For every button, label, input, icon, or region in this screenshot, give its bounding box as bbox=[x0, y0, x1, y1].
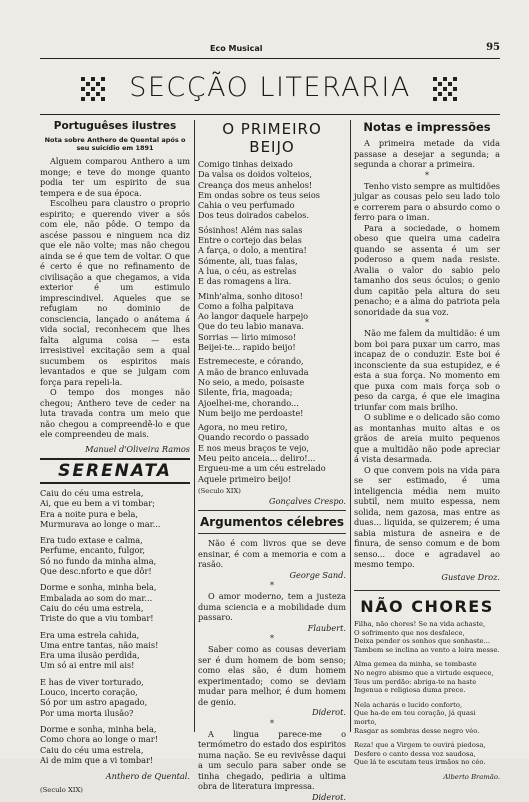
header-rule bbox=[40, 58, 500, 59]
article-signature: Manuel d'Oliveira Ramos bbox=[40, 444, 190, 455]
verse-line: Entre o cortejo das belas bbox=[198, 235, 346, 245]
separator-star: * bbox=[198, 633, 346, 644]
page-content bbox=[40, 30, 510, 742]
verse-line: Aquele primeiro beijo! bbox=[198, 474, 346, 484]
verse-line: No seio, a medo, poisaste bbox=[198, 377, 346, 387]
poem-title: SERENATA bbox=[40, 458, 190, 484]
column-1 bbox=[40, 120, 190, 794]
poem-title: NÃO CHORES bbox=[354, 597, 500, 616]
paragraph: Não me falem da multidão: é um bom boi para puxar um carro, mas incapaz de o conduzir. Este boi é inconsciente da sua estupidez, e é esta a sua força. No momento em que puxa com mais força sob o peso da carga, é que ele imagina triunfar com mais brilho. bbox=[354, 328, 500, 412]
left-ornament-icon bbox=[80, 76, 106, 102]
verse-line: Era uma estrela cahida, bbox=[40, 630, 190, 640]
verse-line: Como chora ao longe o mar! bbox=[40, 734, 190, 744]
paragraph: Escolheu para claustro o proprio espirito; e querendo viver a sós com ele, não pôde. O tempo da ascése passou e ninguem nca diz que ele não volte; mas não chegou ainda se é que tem de voltar. O que é certo é que no refinamento de civilisação a que chegamos, a vida exterior é um estimulo imprescindivel. Aqueles que se refugiam no dominio de consciencia, lançado o anátema á vida social, reconhecem que lhes falta alguma coisa — esta irresistivel excitação sem a qual sucumbem os espiritos mais levantados e que se julgam com força para repeli-la. bbox=[40, 198, 190, 387]
verse-line: Caiu do céu uma estrela, bbox=[40, 488, 190, 498]
verse-line: Murmurava ao longe o mar... bbox=[40, 519, 190, 529]
verse-line: Reza! que a Virgem te ouvirá piedosa, bbox=[354, 741, 500, 750]
verse-line: Que lá te escutam teus irmãos no céo. bbox=[354, 758, 500, 767]
verse-line: Sósinhos! Além nas salas bbox=[198, 225, 346, 235]
poem-author: Gonçalves Crespo. bbox=[198, 496, 346, 507]
verse-line: Dos teus doirados cabelos. bbox=[198, 210, 346, 220]
verse-line: Meu peito anceia... deliro!... bbox=[198, 453, 346, 463]
verse-line: Teus um perdão: abriga-te na haste bbox=[354, 678, 500, 687]
verse-line: Filha, não chores! Se na vida achaste, bbox=[354, 620, 500, 629]
paragraph: O tempo dos monges não chegou; Anthero teve de ceder na luta travada contra um meio que não chegou a compreendê-lo e que ele compreendeu de mais. bbox=[40, 387, 190, 440]
verse-line: Rasgar as sombras desse negro véo. bbox=[354, 727, 500, 736]
poem bbox=[40, 488, 190, 765]
paragraph: Tenho visto sempre as multidões julgar as cousas pelo seu lado tolo e correrem para o absurdo como o ferro para o iman. bbox=[354, 181, 500, 223]
argument-author: Diderot. bbox=[198, 792, 346, 802]
verse-line: Ingenua e religiosa duma prece. bbox=[354, 686, 500, 695]
verse-line: Que ha-de em teu coração, já quasi morto, bbox=[354, 709, 500, 726]
verse-line: Da valsa os doidos volteios, bbox=[198, 169, 346, 179]
verse-line: E has de viver torturado, bbox=[40, 677, 190, 687]
section-rule bbox=[354, 590, 500, 591]
argument-author: Flaubert. bbox=[198, 623, 346, 634]
section-banner bbox=[40, 70, 500, 112]
paragraph: A primeira metade da vida passase a desejar a segunda; a segunda a chorar a primeira. bbox=[354, 138, 500, 170]
publication-name: Eco Musical bbox=[210, 44, 263, 53]
poem bbox=[354, 620, 500, 767]
verse-line: E das romagens a lira. bbox=[198, 276, 346, 286]
verse-line: E nos meus braços te vejo, bbox=[198, 443, 346, 453]
verse-line: A mão de branco enluvada bbox=[198, 367, 346, 377]
source-note: (Seculo XIX) bbox=[40, 786, 190, 795]
verse-line: Louco, incerto coração, bbox=[40, 687, 190, 697]
verse-line: Embalada ao som do mar... bbox=[40, 593, 190, 603]
argument-text: Saber como as cousas deveriam ser é dum homem de bom senso; como elas são, é dum homem experimentado; como se deviam mudar para melhor, é dum homem de genio. bbox=[198, 644, 346, 707]
verse-line: Ai, que eu bem a vi tombar; bbox=[40, 498, 190, 508]
separator-star: * bbox=[354, 317, 500, 328]
verse-line: Era a noite pura e bela, bbox=[40, 509, 190, 519]
verse-line: Ajoelhei-me, chorando... bbox=[198, 398, 346, 408]
verse-line: Dorme e sonha, minha bela, bbox=[40, 724, 190, 734]
verse-line: Creança dos meus anhelos! bbox=[198, 180, 346, 190]
poem-title: O PRIMEIRO BEIJO bbox=[198, 120, 346, 156]
verse-line: Triste do que a viu tombar! bbox=[40, 613, 190, 623]
paragraph: Para a sociedade, o homem obeso que queira uma cadeira quando se assenta é um ser poderoso a quem nada resiste. Avalia o valor do sabio pelo tamanho dos seus óculos; o genio dum capitão pela altura do seu penacho; e a alma do patriota pela sonoridade da sua voz. bbox=[354, 223, 500, 318]
paragraph: O que convem pois na vida para se ser estimado, é uma inteligencia média nem muito subtil, nem muito espessa, nem solida, nem gazosa, mas entre as duas... liquida, se quizerem; é uma sabia mistura de asneira e de finura, de senso comum e de bom senso... doce e agradavel ao mesmo tempo. bbox=[354, 465, 500, 570]
section-rule bbox=[198, 510, 346, 511]
verse-line: Ai de mim que a vi tombar! bbox=[40, 755, 190, 765]
source-note: (Seculo XIX) bbox=[198, 487, 346, 496]
page-number: 95 bbox=[486, 42, 500, 53]
section-rule bbox=[198, 533, 346, 534]
verse-line: Um só ai entre mil ais! bbox=[40, 660, 190, 670]
column-3 bbox=[354, 120, 500, 782]
poem-author: Anthero de Quental. bbox=[40, 771, 190, 782]
verse-line: Ergueu-me a um céu estrelado bbox=[198, 463, 346, 473]
verse-line: No negro abismo que a virtude esquece, bbox=[354, 669, 500, 678]
verse-line: Sómente, ali, tuas falas, bbox=[198, 256, 346, 266]
argument-text: O amor moderno, tem a justeza duma sciencia e a mobilidade dum passaro. bbox=[198, 591, 346, 623]
verse-line: Comigo tinhas deixado bbox=[198, 159, 346, 169]
verse-line: Num beijo me perdoaste! bbox=[198, 408, 346, 418]
verse-line: Só no fundo da minha alma, bbox=[40, 556, 190, 566]
poem bbox=[198, 159, 346, 484]
argument-text: Não é com livros que se deve ensinar, é com a memoria e com a rasão. bbox=[198, 538, 346, 570]
verse-line: Quando recordo o passado bbox=[198, 432, 346, 442]
verse-line: Deixa pender os sonhos que sonhaste... bbox=[354, 637, 500, 646]
paragraph: Alguem comparou Anthero a um monge; e teve do monge quanto podia ter um espirito de sua tempera e de sua época. bbox=[40, 156, 190, 198]
argument-text: A lingua parece-me o termómetro do estado dos espiritos numa nação. Se eu revivêsse daqui a um seculo para saber onde se tinha chegado, pediria a ultima obra de literatura impressa. bbox=[198, 729, 346, 792]
verse-line: Silente, fria, magoada; bbox=[198, 387, 346, 397]
verse-line: A farça, o dolo, a mentira! bbox=[198, 245, 346, 255]
article-signature: Gustave Droz. bbox=[354, 572, 500, 583]
article-heading: Notas e impressões bbox=[354, 120, 500, 134]
separator-star: * bbox=[198, 718, 346, 729]
verse-line: Em ondas sobre os teus seios bbox=[198, 190, 346, 200]
column-2 bbox=[198, 120, 346, 802]
right-ornament-icon bbox=[432, 76, 458, 102]
verse-line: Caiu do céu uma estrela, bbox=[40, 745, 190, 755]
verse-line: Como a folha palpitava bbox=[198, 301, 346, 311]
verse-line: Desfere o canto dessa voz saudosa, bbox=[354, 750, 500, 759]
verse-line: Que desc.nforto e que dôr! bbox=[40, 566, 190, 576]
column-divider bbox=[350, 120, 351, 732]
verse-line: A lua, o céu, as estrelas bbox=[198, 266, 346, 276]
verse-line: Só por um astro apagado, bbox=[40, 697, 190, 707]
column-divider bbox=[194, 120, 195, 732]
verse-line: Perfume, encanto, fulgor, bbox=[40, 545, 190, 555]
verse-line: Ao langor daquele harpejo bbox=[198, 311, 346, 321]
poem-author: Alberto Bramão. bbox=[354, 773, 500, 782]
verse-line: Era uma ilusão perdida, bbox=[40, 650, 190, 660]
verse-line: Que do teu labio manava. bbox=[198, 321, 346, 331]
verse-line: Minh'alma, sonho ditoso! bbox=[198, 291, 346, 301]
separator-star: * bbox=[354, 170, 500, 181]
separator-star: * bbox=[198, 580, 346, 591]
verse-line: Nela acharás o lucido conforto, bbox=[354, 701, 500, 710]
verse-line: Por uma morta ilusão? bbox=[40, 708, 190, 718]
verse-line: Agora, no meu retiro, bbox=[198, 422, 346, 432]
verse-line: Cahia o veu perfumado bbox=[198, 200, 346, 210]
verse-line: Estremeceste, e córando, bbox=[198, 356, 346, 366]
argument-author: George Sand. bbox=[198, 570, 346, 581]
section-title: SECÇÃO LITERARIA bbox=[110, 72, 430, 103]
argument-author: Diderot. bbox=[198, 707, 346, 718]
verse-line: Uma entre tantas, não mais! bbox=[40, 640, 190, 650]
verse-line: O sofrimento que nos desfalece, bbox=[354, 629, 500, 638]
banner-rule bbox=[40, 114, 500, 115]
article-subheading: Nota sobre Anthero de Quental após o seu suicídio em 1891 bbox=[40, 136, 190, 152]
verse-line: Tambem se inclina ao vento a loira messe. bbox=[354, 646, 500, 655]
section-heading: Argumentos célebres bbox=[198, 515, 346, 529]
verse-line: Era tudo extase e calma, bbox=[40, 535, 190, 545]
verse-line: Beijei-te... rapido beijo! bbox=[198, 342, 346, 352]
verse-line: Sorrias — lirio mimoso! bbox=[198, 332, 346, 342]
article-heading: Portuguêses ilustres bbox=[40, 120, 190, 132]
verse-line: Caiu do céu uma estrela, bbox=[40, 603, 190, 613]
verse-line: Dorme e sonha, minha bela, bbox=[40, 582, 190, 592]
running-header bbox=[40, 44, 500, 56]
verse-line: Alma gemea da minha, se tombaste bbox=[354, 660, 500, 669]
paragraph: O sublime e o delicado são como as montanhas muito altas e os grãos de areia muito pequenos que a multidão não pode apreciar á vista desarmada. bbox=[354, 412, 500, 465]
